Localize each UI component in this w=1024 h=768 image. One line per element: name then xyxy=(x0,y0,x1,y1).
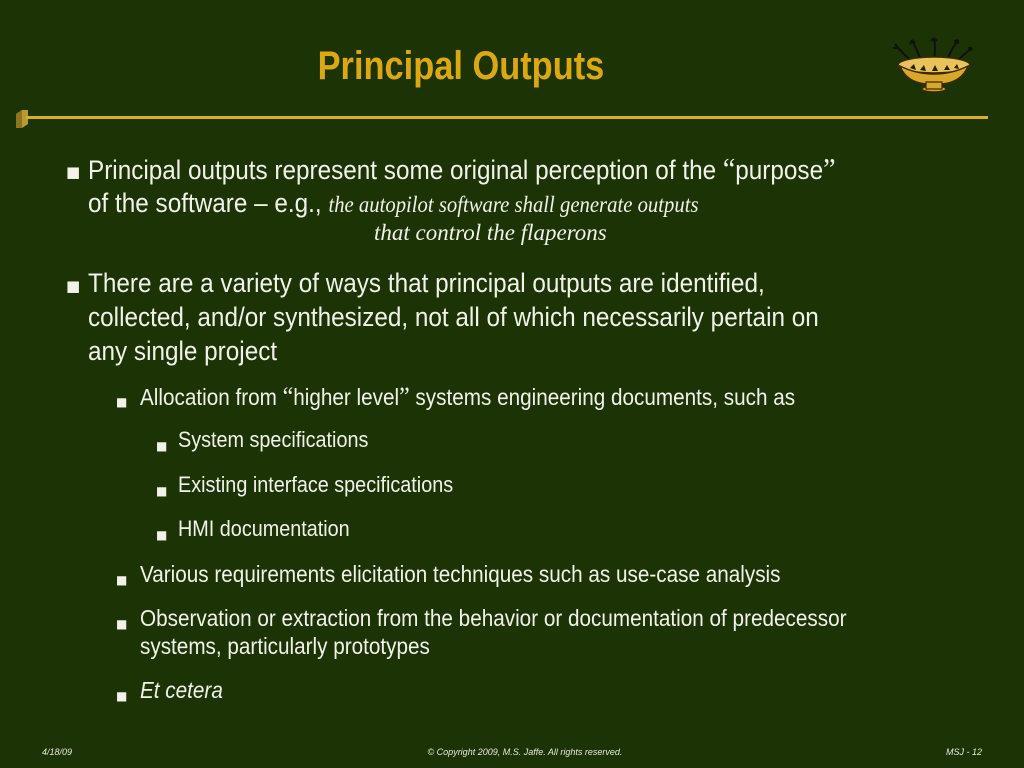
bullet-text: There are a variety of ways that principal outputs are identified, xyxy=(88,268,765,298)
bullet-text: any single project xyxy=(88,336,278,366)
title-divider xyxy=(26,116,988,119)
sub-bullet-text xyxy=(140,382,795,411)
open-quote: “ xyxy=(282,381,294,411)
quoted-word: higher level xyxy=(293,384,400,410)
square-bullet-icon: ■ xyxy=(156,439,168,453)
quoted-word: purpose xyxy=(735,155,824,185)
bullet-text xyxy=(88,186,699,222)
sub-sub-bullet-text: Existing interface specifications xyxy=(178,472,454,497)
square-bullet-icon: ■ xyxy=(116,689,128,703)
slide-title: Principal Outputs xyxy=(317,44,605,88)
example-italic: the autopilot software shall generate outputs xyxy=(328,192,699,217)
sub-bullet-text: Et cetera xyxy=(140,677,223,703)
open-quote: “ xyxy=(722,151,736,186)
square-bullet-icon: ■ xyxy=(156,528,168,542)
square-bullet-icon: ■ xyxy=(156,484,168,498)
sub-sub-bullet-text: System specifications xyxy=(178,427,369,452)
square-bullet-icon: ■ xyxy=(66,277,81,295)
square-bullet-icon: ■ xyxy=(116,395,128,409)
sub-bullet-text: Observation or extraction from the behavior or documentation of predecessor xyxy=(140,605,847,631)
square-bullet-icon: ■ xyxy=(116,617,128,631)
square-bullet-icon: ■ xyxy=(66,163,81,181)
sub-bullet-text: systems, particularly prototypes xyxy=(140,633,430,659)
square-bullet-icon: ■ xyxy=(116,573,128,587)
example-italic-continued: that control the flaperons xyxy=(374,220,607,245)
footer-date: 4/18/09 xyxy=(42,747,73,757)
bullet-text-part: Principal outputs represent some original perception of the xyxy=(88,155,723,185)
close-quote: ” xyxy=(399,381,410,411)
footer-copyright: © Copyright 2009, M.S. Jaffe. All rights reserved. xyxy=(427,747,623,757)
bullet-text xyxy=(88,152,835,187)
footer-page-number: MSJ - 12 xyxy=(946,747,983,757)
close-quote: ” xyxy=(823,151,836,186)
sub-sub-bullet-text: HMI documentation xyxy=(178,516,350,541)
basket-bowl-icon xyxy=(892,34,976,96)
sub-bullet-text: Various requirements elicitation techniques such as use-case analysis xyxy=(140,561,781,587)
bullet-text-part: of the software – e.g., xyxy=(88,188,329,218)
sub-bullet-text-part: Allocation from xyxy=(140,384,283,410)
bullet-text: collected, and/or synthesized, not all of which necessarily pertain on xyxy=(88,302,819,332)
sub-bullet-text-part: systems engineering documents, such as xyxy=(409,384,796,410)
